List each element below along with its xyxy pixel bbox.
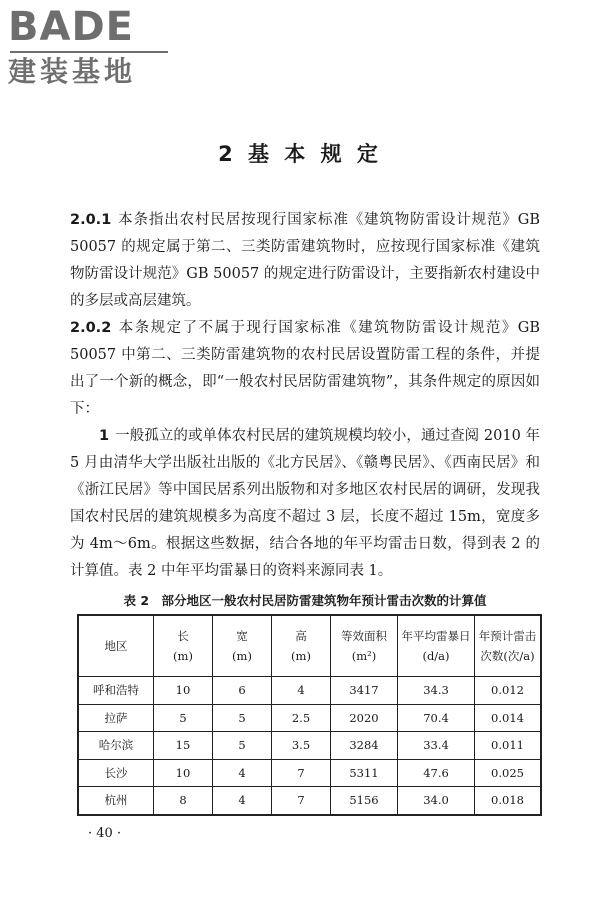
table-cell: 10 [154, 759, 213, 787]
table-cell: 10 [154, 677, 213, 705]
table-cell: 0.014 [475, 704, 542, 732]
page-number: · 40 · [88, 826, 122, 841]
table-cell: 4 [272, 677, 331, 705]
table-cell: 5 [213, 732, 272, 760]
document-body [70, 207, 540, 585]
table-cell: 5 [154, 704, 213, 732]
table-row [78, 704, 541, 732]
column-header: 年平均雷暴日 (d/a) [398, 615, 475, 677]
table-cell: 杭州 [78, 787, 154, 815]
column-header: 长 (m) [154, 615, 213, 677]
table-cell: 15 [154, 732, 213, 760]
table-cell: 0.012 [475, 677, 542, 705]
column-header: 等效面积 (m²) [331, 615, 398, 677]
table-caption: 表 2 部分地区一般农村民居防雷建筑物年预计雷击次数的计算值 [123, 593, 487, 608]
table-cell: 3417 [331, 677, 398, 705]
table-cell: 4 [213, 759, 272, 787]
table-cell: 2.5 [272, 704, 331, 732]
table-row [78, 677, 541, 705]
table-cell: 呼和浩特 [78, 677, 154, 705]
logo-subtitle: 建装基地 [8, 55, 137, 88]
table-cell: 5 [213, 704, 272, 732]
clause-text: 本条规定了不属于现行国家标准《建筑物防雷设计规范》GB 50057 中第二、三类防雷建筑物的农村民居设置防雷工程的条件，并提出了一个新的概念，即“一般农村民居防雷建筑物”，其条件规定的原因如下： [70, 320, 540, 417]
column-header: 宽 (m) [213, 615, 272, 677]
table-row [78, 787, 541, 815]
table-cell: 长沙 [78, 759, 154, 787]
lightning-strike-table [77, 614, 542, 816]
table-cell: 0.011 [475, 732, 542, 760]
table-cell: 33.4 [398, 732, 475, 760]
table-cell: 8 [154, 787, 213, 815]
table-cell: 34.3 [398, 677, 475, 705]
table-cell: 6 [213, 677, 272, 705]
table-cell: 3284 [331, 732, 398, 760]
clause-2-0-2 [70, 315, 540, 423]
table-row [78, 732, 541, 760]
table-cell: 47.6 [398, 759, 475, 787]
clause-text: 本条指出农村民居按现行国家标准《建筑物防雷设计规范》GB 50057 的规定属于第二、三类防雷建筑物时，应按现行国家标准《建筑物防雷设计规范》GB 50057 的规定进行防雷设计，主要指新农村建设中的多层或高层建筑。 [70, 212, 540, 309]
logo-wordmark: BADE [8, 4, 134, 50]
column-header: 年预计雷击 次数(次/a) [475, 615, 542, 677]
table-row [78, 759, 541, 787]
table-cell: 7 [272, 759, 331, 787]
clause-number: 2.0.1 [70, 212, 112, 228]
column-header: 地区 [78, 615, 154, 677]
table-cell: 2020 [331, 704, 398, 732]
item-1 [70, 423, 540, 585]
table-cell: 5311 [331, 759, 398, 787]
table-cell: 0.025 [475, 759, 542, 787]
item-number: 1 [99, 428, 110, 444]
table-cell: 0.018 [475, 787, 542, 815]
bade-logo [8, 4, 178, 88]
table-cell: 4 [213, 787, 272, 815]
table-header-row [78, 615, 541, 677]
table-cell: 拉萨 [78, 704, 154, 732]
table-cell: 7 [272, 787, 331, 815]
table-cell: 3.5 [272, 732, 331, 760]
table-cell: 70.4 [398, 704, 475, 732]
chapter-title: 2 基 本 规 定 [218, 142, 382, 166]
clause-2-0-1 [70, 207, 540, 315]
table-cell: 5156 [331, 787, 398, 815]
table-cell: 34.0 [398, 787, 475, 815]
column-header: 高 (m) [272, 615, 331, 677]
clause-number: 2.0.2 [70, 320, 112, 336]
logo-divider [10, 51, 168, 53]
item-text: 一般孤立的或单体农村民居的建筑规模均较小，通过查阅 2010 年 5 月由清华大学出版社出版的《北方民居》、《赣粤民居》、《西南民居》和《浙江民居》等中国民居系列出版物和对多地区农村民居的调研，发现我国农村民居的建筑规模多为高度不超过 3 层，长度不超过 15m，宽度多为 4m～6m。根据这些数据，结合各地的年平均雷击日数，得到表 2 的计算值。表 2 中年平均雷暴日的资料来源同表 1。 [70, 428, 540, 579]
table-cell: 哈尔滨 [78, 732, 154, 760]
